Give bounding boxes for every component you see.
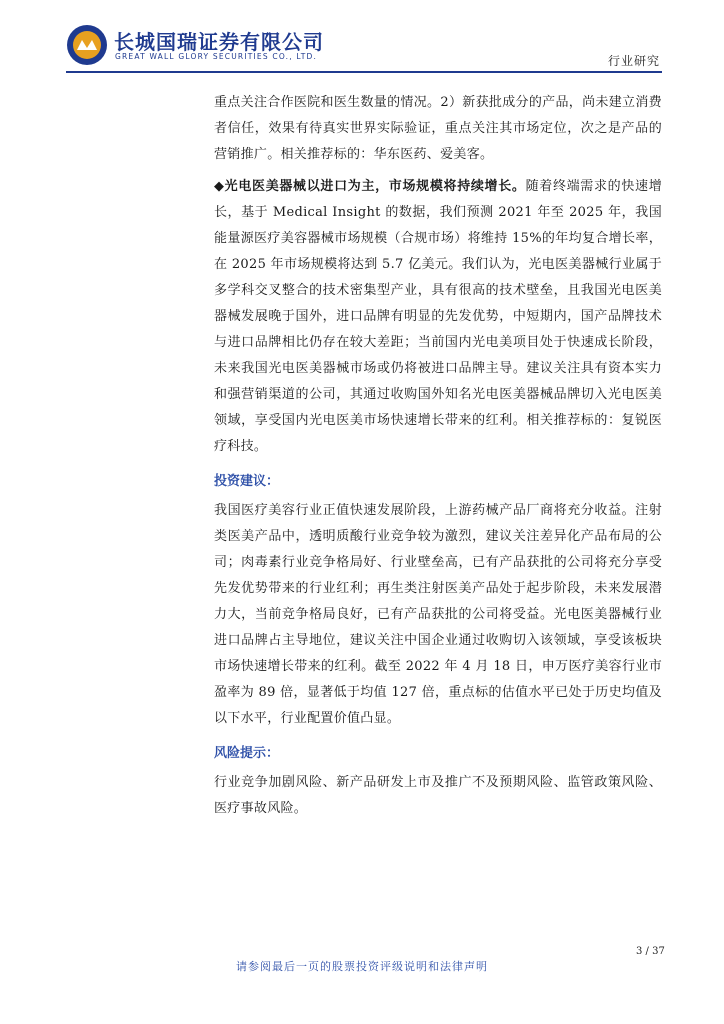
risk-warning-heading: 风险提示： xyxy=(214,746,280,761)
report-category: 行业研究 xyxy=(607,54,660,68)
report-body xyxy=(214,90,662,828)
page-number: 3 / 37 xyxy=(636,946,665,957)
header-divider xyxy=(66,71,662,73)
page-header xyxy=(0,0,724,80)
company-name-cn: 长城国瑞证券有限公司 xyxy=(114,30,324,54)
paragraph-injection-products: 重点关注合作医院和医生数量的情况。2）新获批成分的产品，尚未建立消费者信任，效果有待真实世界实际验证，重点关注其市场定位，次之是产品的营销推广。相关推荐标的：华东医药、爱美客。 xyxy=(214,95,662,162)
paragraph-lead: ◆光电医美器械以进口为主，市场规模将持续增长。 xyxy=(214,179,526,194)
company-name-en: GREAT WALL GLORY SECURITIES CO., LTD. xyxy=(115,52,318,61)
company-logo-icon xyxy=(66,24,108,66)
disclaimer-note: 请参阅最后一页的股票投资评级说明和法律声明 xyxy=(236,960,488,973)
paragraph-text: 随着终端需求的快速增长，基于 Medical Insight 的数据，我们预测 2021 年至 2025 年，我国能量源医疗美容器械市场规模（合规市场）将维持 15%的年均复合增长率，在 2025 年市场规模将达到 5.7 亿美元。我们认为，光电医美器械行业属于多学科交叉整合的技术密集型产业，具有很高的技术壁垒，且我国光电医美器械发展晚于国外，进口品牌有明显的先发优势，中短期内，国产品牌技术与进口品牌相比仍存在较大差距；当前国内光电美项目处于快速成长阶段，未来我国光电医美器械市场或仍将被进口品牌主导。建议关注具有资本实力和强营销渠道的公司，其通过收购国外知名光电医美器械品牌切入光电医美领域，享受国内光电医美市场快速增长带来的红利。相关推荐标的：复锐医疗科技。 xyxy=(214,179,662,454)
investment-advice-text: 我国医疗美容行业正值快速发展阶段，上游药械产品厂商将充分收益。注射类医美产品中，透明质酸行业竞争较为激烈，建议关注差异化产品布局的公司；肉毒素行业竞争格局好、行业壁垒高，已有产品获批的公司将充分享受先发优势带来的行业红利；再生类注射医美产品处于起步阶段，未来发展潜力大，当前竞争格局良好，已有产品获批的公司将受益。光电医美器械行业进口品牌占主导地位，建议关注中国企业通过收购切入该领域，享受该板块市场快速增长带来的红利。截至 2022 年 4 月 18 日，申万医疗美容行业市盈率为 89 倍，显著低于均值 127 倍，重点标的估值水平已处于历史均值及以下水平，行业配置价值凸显。 xyxy=(214,503,662,726)
paragraph-photoelectric-devices xyxy=(214,174,662,460)
risk-warning-text: 行业竞争加剧风险、新产品研发上市及推广不及预期风险、监管政策风险、医疗事故风险。 xyxy=(214,775,662,816)
investment-advice-heading: 投资建议： xyxy=(214,474,280,489)
